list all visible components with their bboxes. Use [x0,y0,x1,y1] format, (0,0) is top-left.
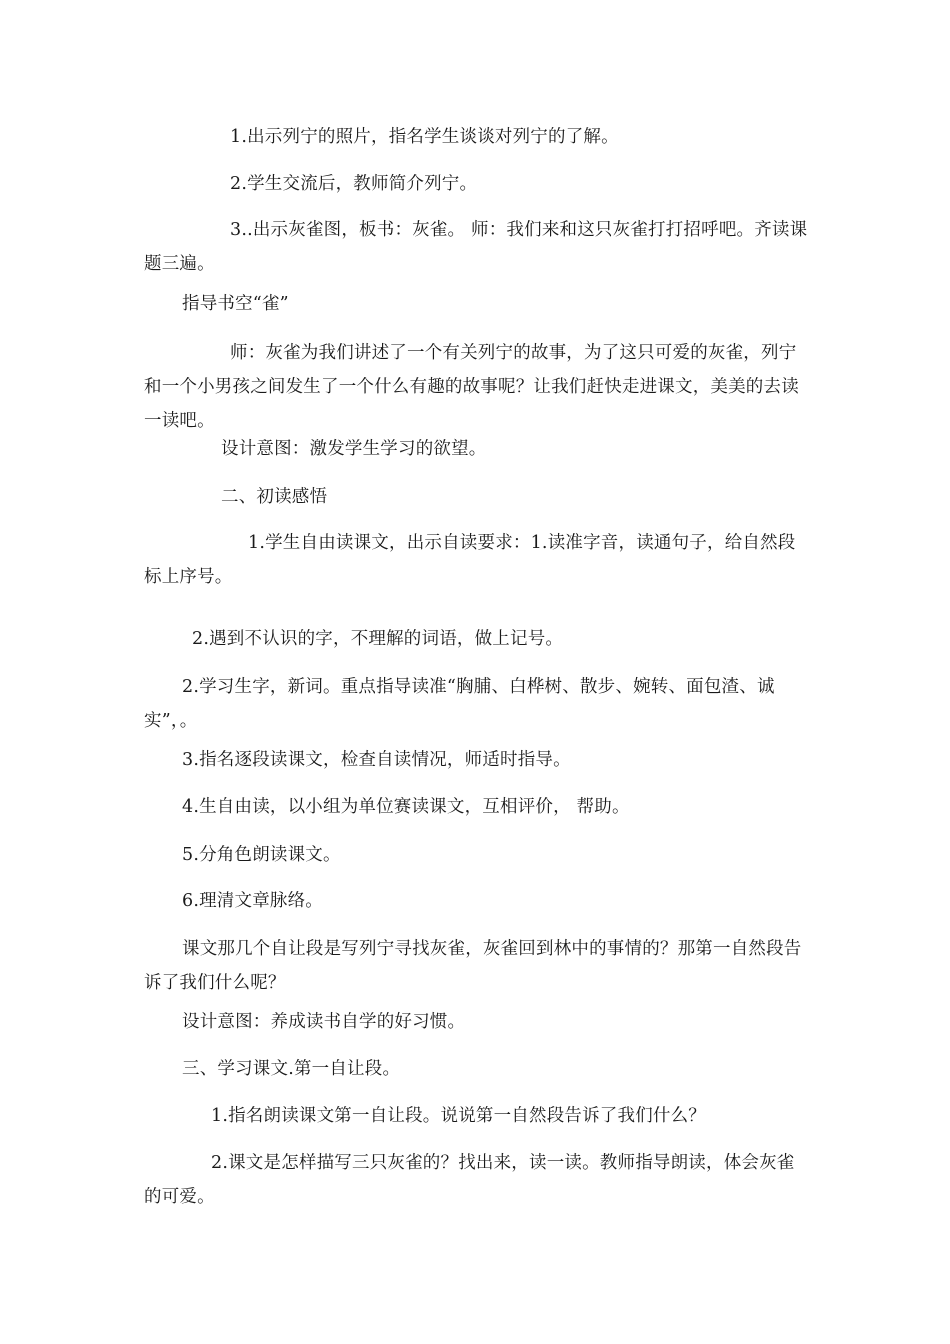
paragraph-12: 5.分角色朗读课文。 [182,845,341,865]
paragraph-10: 3.指名逐段读课文，检查自读情况，师适时指导。 [182,750,571,770]
paragraph-13: 6.理清文章脉络。 [182,891,323,911]
section-heading-2: 二、初读感悟 [221,487,328,507]
paragraph-8: 2.遇到不认识的字，不理解的词语，做上记号。 [192,629,564,649]
paragraph-4: 指导书空“雀” [182,294,289,314]
section-heading-3: 三、学习课文.第一自让段。 [182,1059,401,1079]
paragraph-7: 1.学生自由读课文，出示自读要求：1.读准字音，读通句子，给自然段标上序号。 [144,533,796,587]
paragraph-5: 师：灰雀为我们讲述了一个有关列宁的故事，为了这只可爱的灰雀，列宁和一个小男孩之间发生了一个什么有趣的故事呢？让我们赶快走进课文，美美的去读一读吧。 [144,343,799,431]
paragraph-11: 4.生自由读，以小组为单位赛读课文，互相评价， 帮助。 [182,797,630,817]
paragraph-1: 1.出示列宁的照片，指名学生谈谈对列宁的了解。 [230,127,619,147]
paragraph-15: 设计意图：养成读书自学的好习惯。 [182,1012,466,1032]
paragraph-14: 课文那几个自让段是写列宁寻找灰雀，灰雀回到林中的事情的？那第一自然段告诉了我们什么呢？ [144,939,802,993]
paragraph-9: 2.学习生字，新词。重点指导读准“胸脯、白桦树、散步、婉转、面包渣、诚实”，。 [144,677,775,731]
paragraph-3: 3..出示灰雀图，板书：灰雀。 师：我们来和这只灰雀打打招呼吧。齐读课题三遍。 [144,220,808,274]
paragraph-6: 设计意图：激发学生学习的欲望。 [221,439,487,459]
paragraph-2: 2.学生交流后，教师简介列宁。 [230,174,478,194]
paragraph-16: 1.指名朗读课文第一自让段。说说第一自然段告诉了我们什么？ [211,1106,706,1126]
paragraph-17: 2.课文是怎样描写三只灰雀的？找出来，读一读。教师指导朗读，体会灰雀的可爱。 [144,1153,795,1207]
